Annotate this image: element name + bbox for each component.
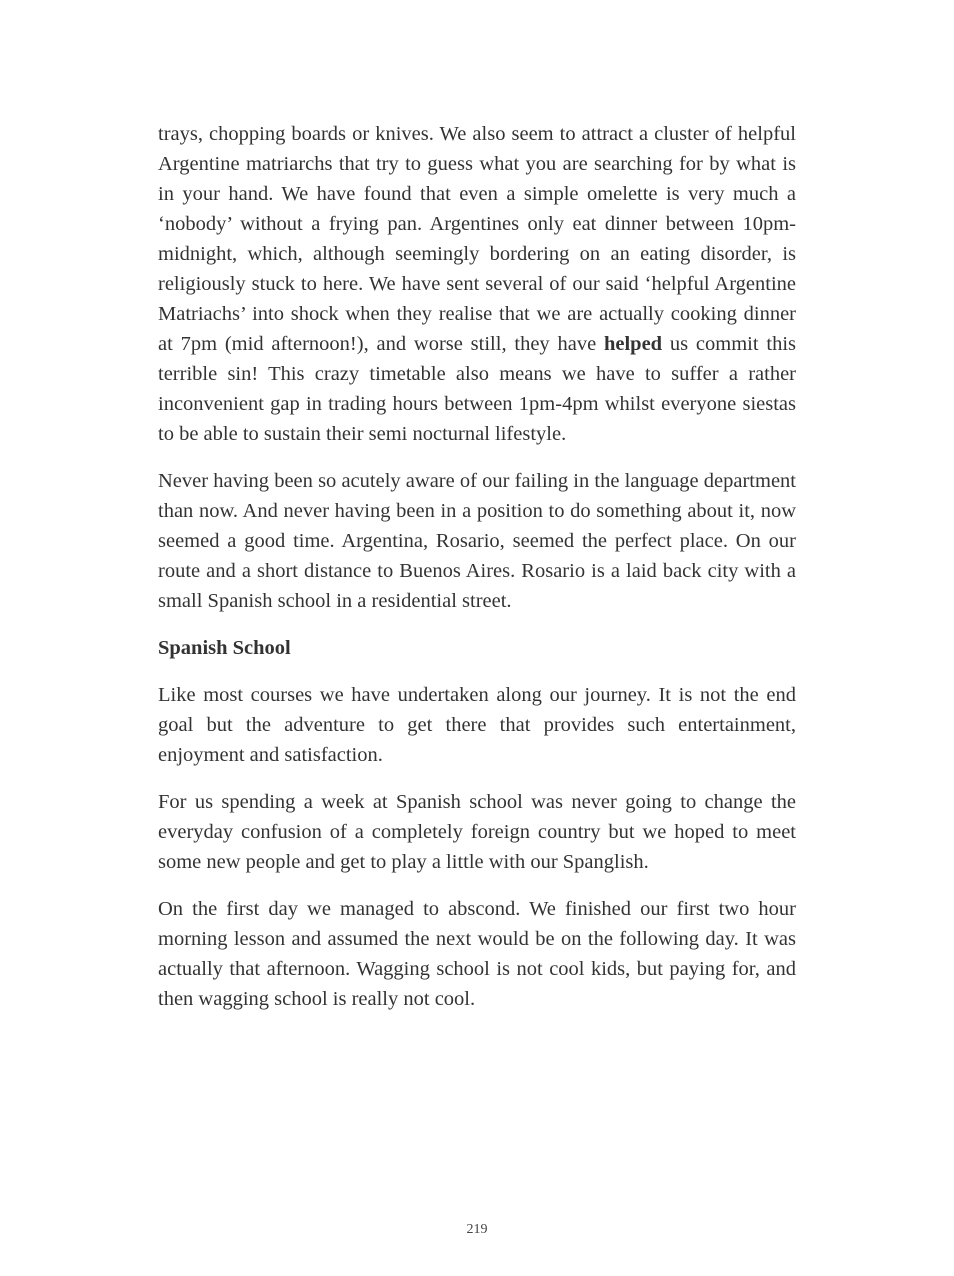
section-heading: Spanish School [158, 637, 291, 659]
paragraph-spanish-week: For us spending a week at Spanish school was never going to change the everyday confusion of a completely foreign country but we hoped to meet some new people and get to play a little with our Spanglish. [158, 791, 796, 873]
paragraph-courses: Like most courses we have undertaken along our journey. It is not the end goal but the adventure to get there that provides such entertainment, enjoyment and satisfaction. [158, 684, 796, 766]
emphasized-word: helped [603, 333, 663, 355]
page-number: 219 [466, 1222, 488, 1237]
paragraph-text: us commit this terrible sin! This crazy timetable also means we have to suffer a rather inconvenient gap in trading hours between 1pm-4pm whilst everyone siestas to be able to sustain their semi nocturnal lifestyle. [158, 333, 796, 445]
paragraph-text: trays, chopping boards or knives. We also seem to attract a cluster of helpful Argentine matriarchs that try to guess what you are searching for by what is in your hand. We have found that even a simple omelette is very much a ‘nobody’ without a frying pan. Argentines only eat dinner between 10pm-midnight, which, although seemingly bordering on an eating disorder, is religiously stuck to here. We have sent several of our said ‘helpful Argentine Matriachs’ into shock when they realise that we are actually cooking dinner at 7pm (mid afternoon!), and worse still, they have [158, 123, 796, 355]
paragraph-dinner-habits [158, 119, 796, 449]
paragraph-language: Never having been so acutely aware of our failing in the language department than now. And never having been in a position to do something about it, now seemed a good time. Argentina, Rosario, seemed the perfect place. On our route and a short distance to Buenos Aires. Rosario is a laid back city with a small Spanish school in a residential street. [158, 470, 796, 612]
page-body [158, 119, 796, 1031]
paragraph-first-day: On the first day we managed to abscond. We finished our first two hour morning lesson and assumed the next would be on the following day. It was actually that afternoon. Wagging school is not cool kids, but paying for, and then wagging school is really not cool. [158, 898, 796, 1010]
